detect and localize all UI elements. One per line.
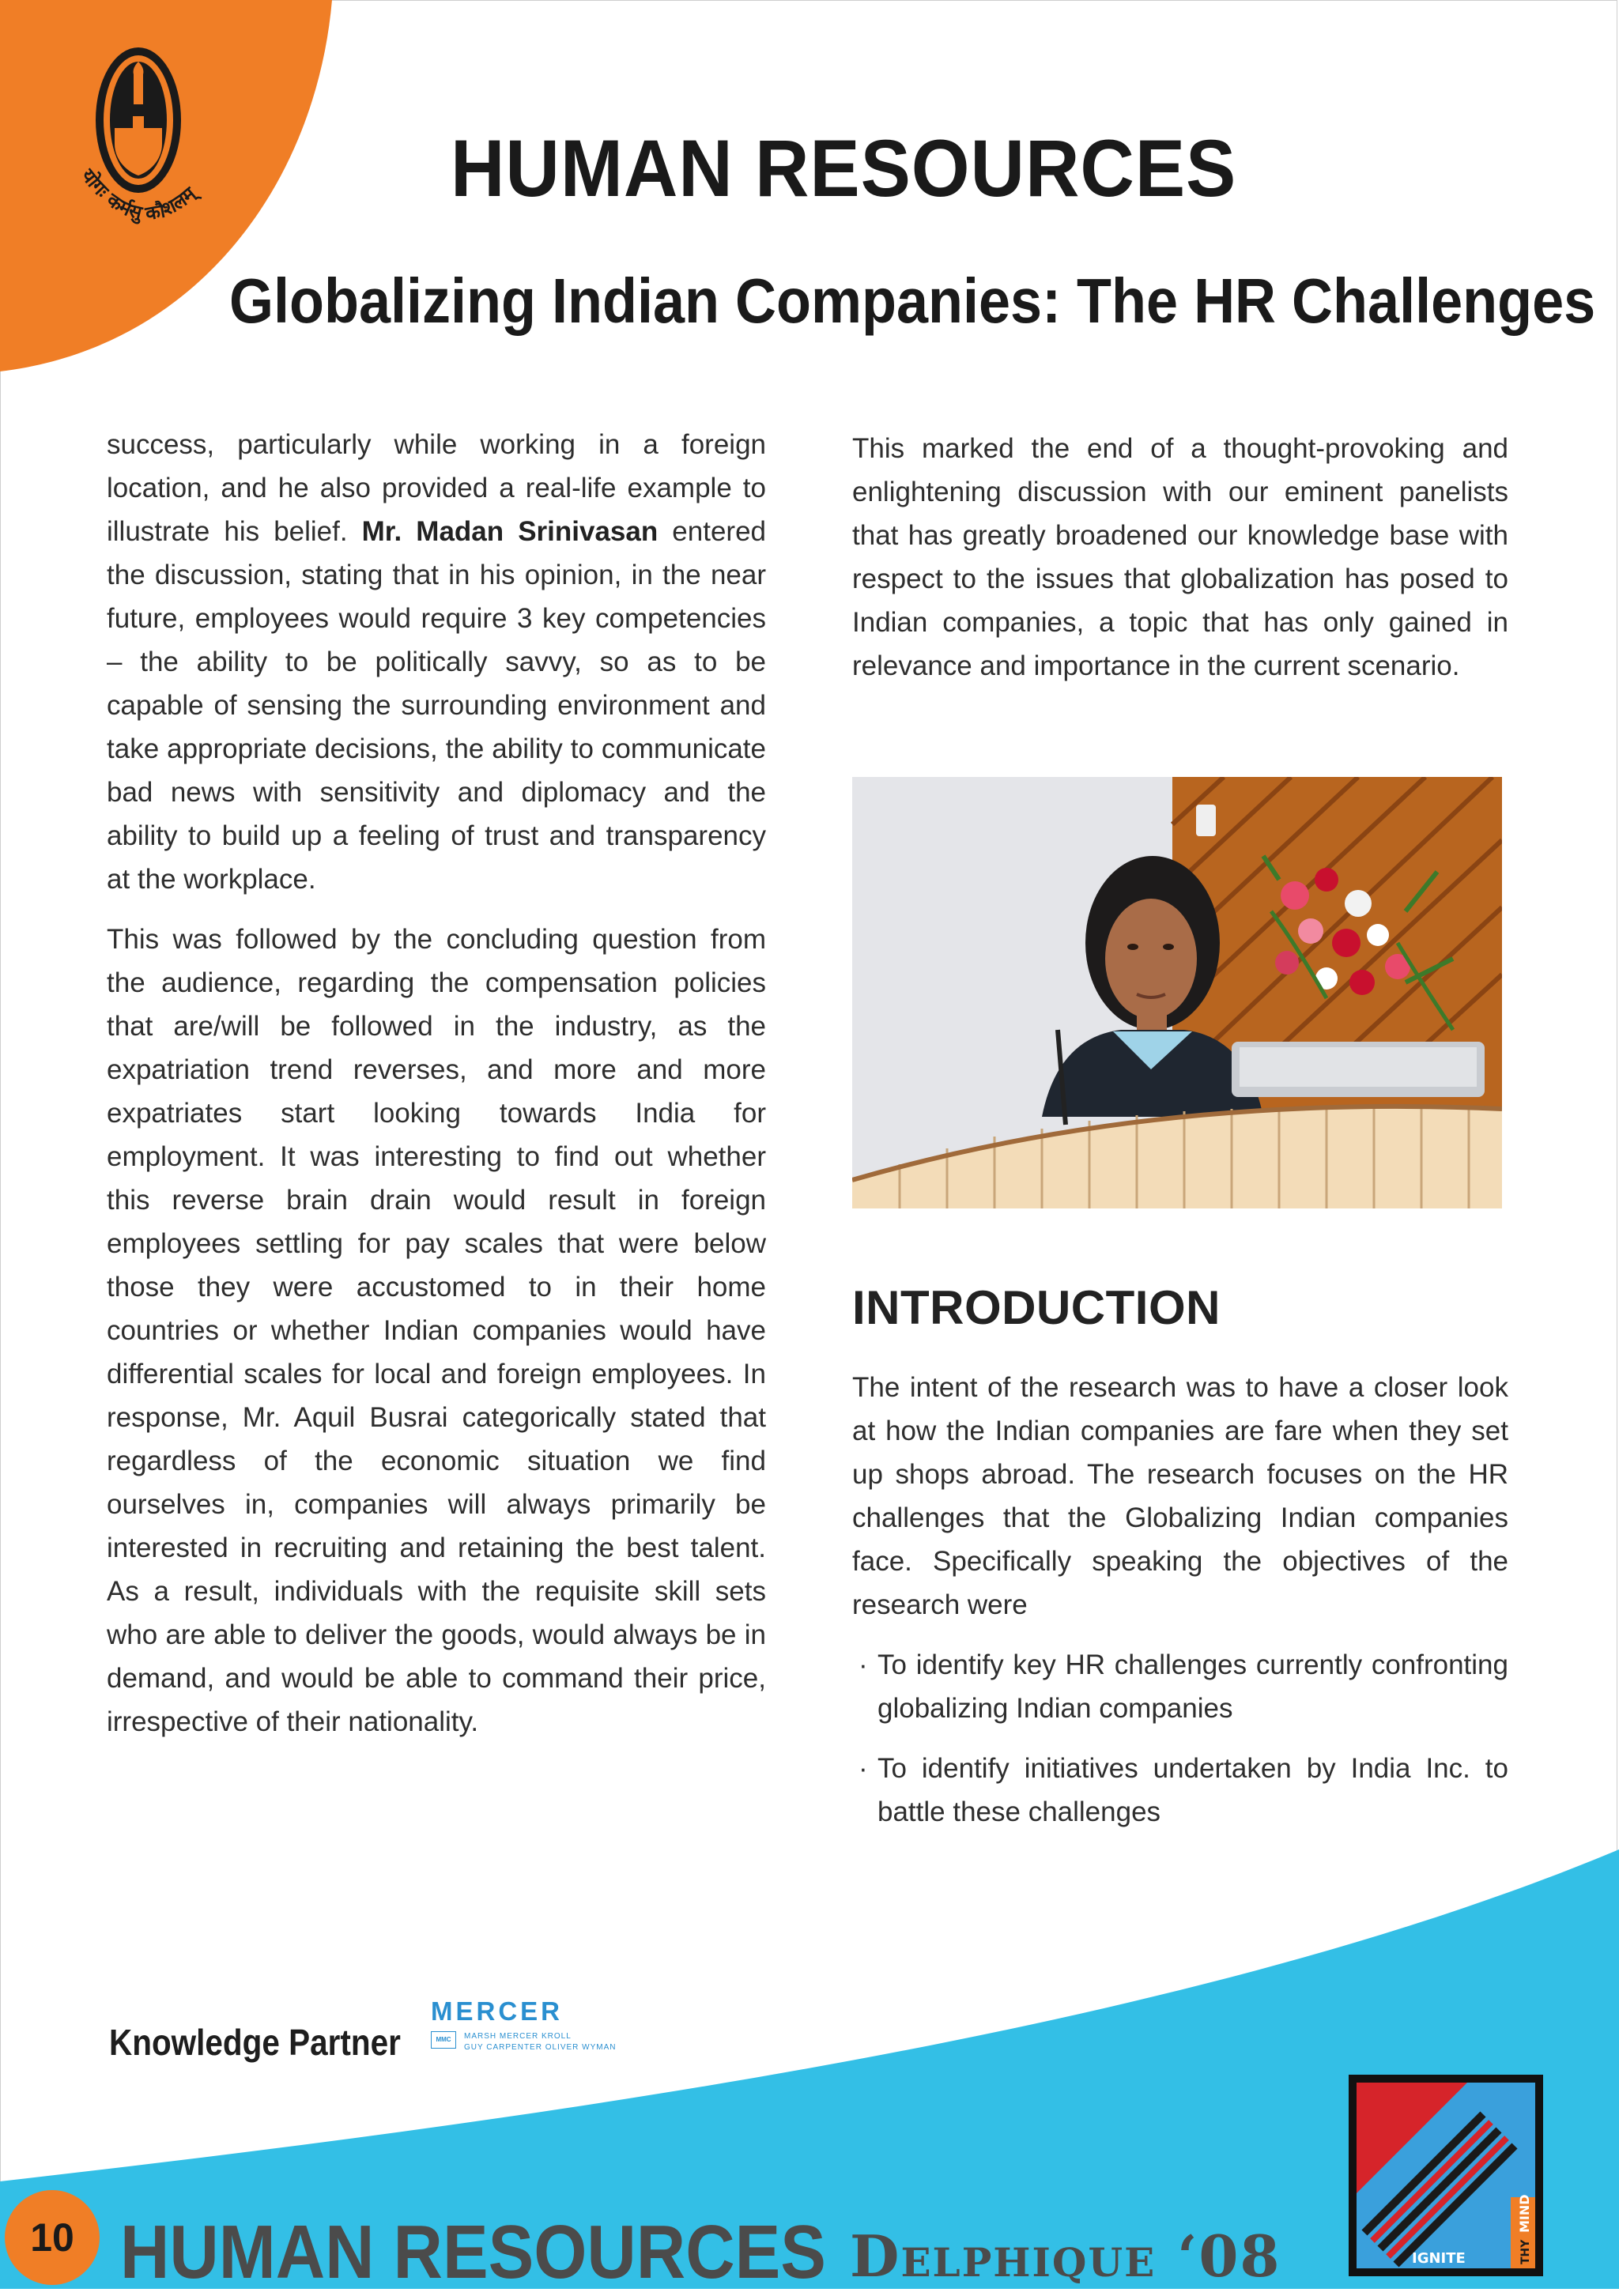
mercer-line-2: GUY CARPENTER OLIVER WYMAN [464,2043,617,2052]
emblem-text-mind: MIND [1517,2194,1532,2233]
mercer-line-1: MARSH MERCER KROLL [464,2032,572,2041]
bullet-marker: · [859,1649,868,1680]
bullet-marker: · [859,1753,868,1784]
page-number: 10 [5,2190,100,2285]
introduction-heading: INTRODUCTION [852,1281,1221,1334]
mercer-name: MERCER [431,1996,564,2026]
footer-title: HUMAN RESOURCES [120,2210,826,2294]
section-title: HUMAN RESOURCES [451,123,1237,213]
ignite-thy-mind-emblem [1349,2075,1543,2276]
mmc-box: MMC [431,2031,456,2049]
emblem-text-ignite: IGNITE [1412,2250,1466,2267]
list-item: · To identify initiatives undertaken by India Inc. to battle these challenges [852,1747,1508,1834]
logo-motto: योगः कर्मसु कौशलम् [77,164,200,225]
institute-logo [71,41,221,254]
speaker-photo [852,777,1502,1208]
list-item: · To identify key HR challenges currently confronting globalizing Indian companies [852,1643,1508,1730]
right-column-top [852,427,1508,704]
speaker-name: Mr. Madan Srinivasan [361,516,659,547]
left-paragraph-1: success, particularly while working in a foreign location, and he also provided a real-life example to illustrate his belief. Mr. Madan Srinivasan entered the discussion, stating that in his opinion, in the near future, employees would require 3 key competencies – the ability to be politically savvy, so as to be capable of sensing the surrounding environment and take appropriate decisions, the ability to communicate bad news with sensitivity and diplomacy and the ability to build up a feeling of trust and transparency at the workplace. [107,429,767,895]
emblem-text-thy: THY [1519,2239,1532,2264]
introduction-body [852,1366,1508,1850]
left-paragraph-2: This was followed by the concluding question from the audience, regarding the compensation policies that are/will be followed in the industry, as the expatriation trend reverses, and more and more expatriates start looking towards India for employment. It was interesting to find out whether this reverse brain drain would result in foreign employees settling for pay scales that were below those they were accustomed to in their home countries or whether Indian companies would have differential scales for local and foreign employees. In response, Mr. Aquil Busrai categorically stated that regardless of the economic situation we find ourselves in, companies will always primarily be interested in recruiting and retaining the best talent. As a result, individuals with the requisite skill sets who are able to deliver the goods, would always be in demand, and would be able to command their price, irrespective of their nationality. [107,924,766,1737]
left-column [107,423,766,1760]
right-paragraph-1: This marked the end of a thought-provoking and enlightening discussion with our eminent panelists that has greatly broadened our knowledge base with respect to the issues that globalization has posed to Indian companies, a topic that has only gained in relevance and importance in the current scenario. [852,433,1508,681]
mercer-logo [431,1996,617,2053]
event-name: Delphique ‘08 [850,2222,1281,2290]
knowledge-partner-label: Knowledge Partner [109,2022,401,2063]
objectives-list [852,1643,1508,1834]
article-title: Globalizing Indian Companies: The HR Challenges [229,266,1596,336]
introduction-paragraph: The intent of the research was to have a closer look at how the Indian companies are fare when they set up shops abroad. The research focuses on the HR challenges that the Globalizing Indian companies face. Specifically speaking the objectives of the research were [852,1372,1508,1620]
